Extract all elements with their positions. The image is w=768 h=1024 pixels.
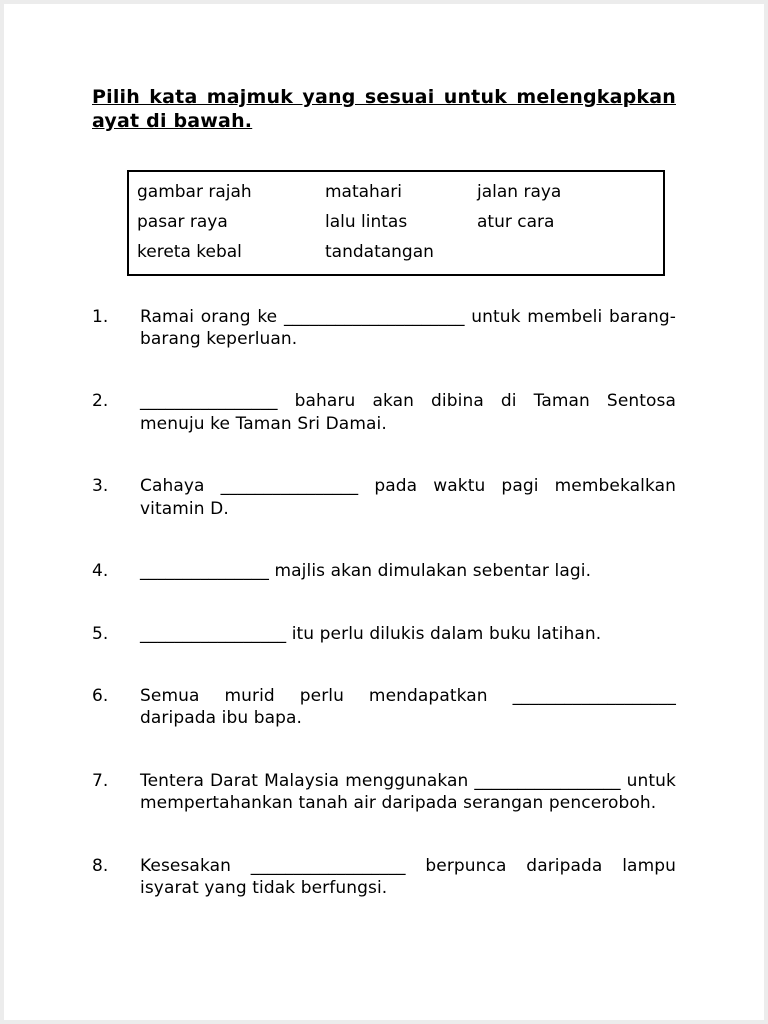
question-number: 3. (92, 476, 109, 497)
question-item (92, 623, 676, 645)
question-number: 8. (92, 855, 109, 876)
question-text: _______________ majlis akan dimulakan sebentar lagi. (140, 561, 592, 582)
word-bank-item: gambar rajah (137, 181, 252, 202)
question-number: 7. (92, 770, 109, 791)
word-bank-item: kereta kebal (137, 241, 242, 262)
word-bank-item: matahari (325, 181, 402, 202)
question-text: Cahaya ________________ pada waktu pagi membekalkan vitamin D. (140, 476, 676, 519)
word-bank (127, 170, 665, 276)
question-item (92, 390, 676, 435)
question-text: ________________ baharu akan dibina di Taman Sentosa menuju ke Taman Sri Damai. (140, 391, 676, 434)
question-text: _________________ itu perlu dilukis dalam buku latihan. (140, 623, 602, 644)
question-text: Ramai orang ke _____________________ untuk membeli barang-barang keperluan. (140, 306, 676, 349)
question-text: Kesesakan __________________ berpunca daripada lampu isyarat yang tidak berfungsi. (140, 855, 676, 899)
word-bank-item: lalu lintas (325, 211, 408, 232)
question-item (92, 685, 676, 730)
word-bank-item: jalan raya (477, 181, 562, 202)
question-list (92, 306, 676, 900)
question-number: 5. (92, 623, 109, 644)
question-text: Semua murid perlu mendapatkan ___________________ daripada ibu bapa. (140, 686, 676, 729)
question-number: 4. (92, 561, 109, 582)
question-item (92, 770, 676, 815)
worksheet-title: Pilih kata majmuk yang sesuai untuk melengkapkan ayat di bawah. (92, 86, 676, 132)
question-item (92, 306, 676, 351)
question-number: 6. (92, 686, 109, 706)
word-bank-item: pasar raya (137, 211, 228, 232)
question-item (92, 475, 676, 520)
word-bank-item: tandatangan (325, 241, 434, 262)
word-bank-item: atur cara (477, 211, 555, 232)
question-item (92, 560, 676, 582)
question-number: 2. (92, 391, 109, 412)
question-text: Tentera Darat Malaysia menggunakan _________________ untuk mempertahankan tanah air daripada serangan penceroboh. (140, 770, 676, 814)
question-number: 1. (92, 306, 109, 327)
question-item (92, 855, 676, 900)
